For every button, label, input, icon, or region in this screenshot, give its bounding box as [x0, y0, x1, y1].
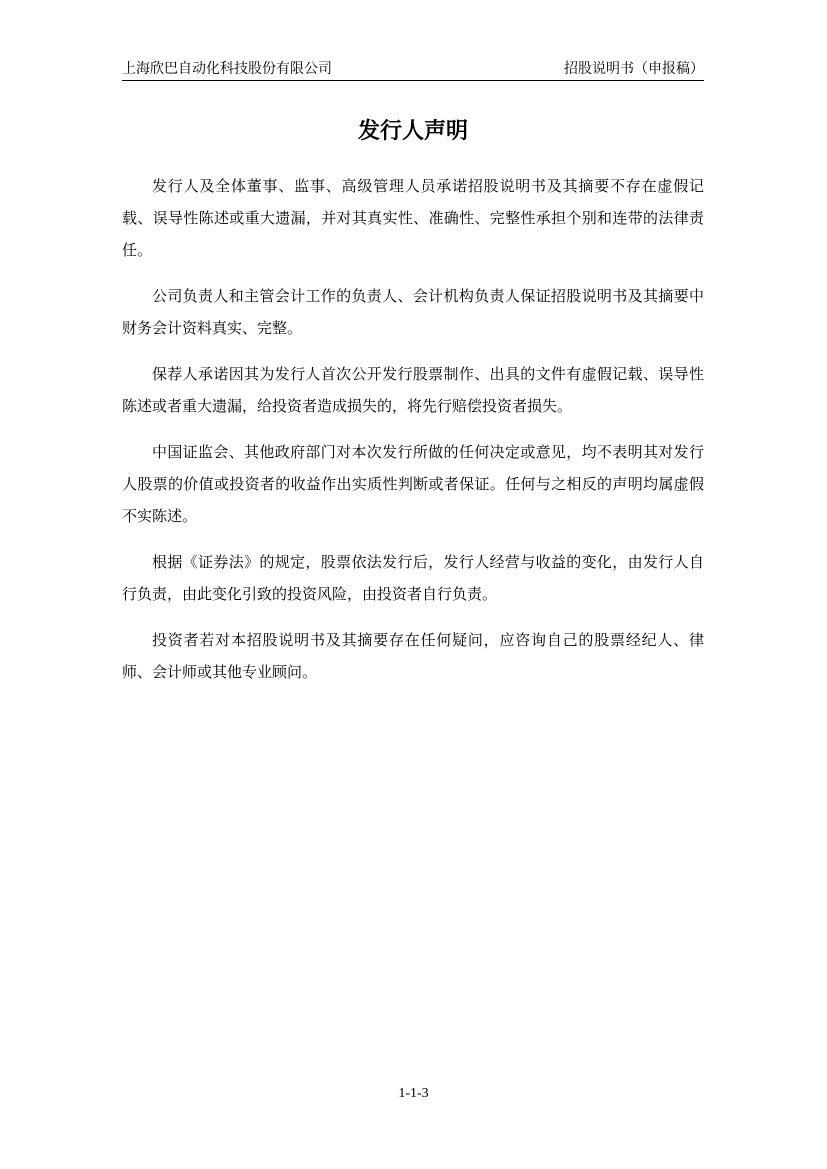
page-number: 1-1-3: [398, 1086, 429, 1101]
declaration-paragraph: 公司负责人和主管会计工作的负责人、会计机构负责人保证招股说明书及其摘要中财务会计资料真实、完整。: [122, 287, 704, 337]
page-title: 发行人声明: [357, 119, 468, 144]
header-company-name: 上海欣巴自动化科技股份有限公司: [122, 61, 332, 77]
header-document-type: 招股说明书（申报稿）: [564, 61, 704, 77]
page-header: [122, 58, 704, 81]
declaration-paragraph: 投资者若对本招股说明书及其摘要存在任何疑问，应咨询自己的股票经纪人、律师、会计师或其他专业顾问。: [122, 631, 704, 681]
declaration-paragraph: 根据《证券法》的规定，股票依法发行后，发行人经营与收益的变化，由发行人自行负责，由此变化引致的投资风险，由投资者自行负责。: [122, 553, 704, 603]
declaration-body: [122, 170, 704, 702]
declaration-paragraph: 中国证监会、其他政府部门对本次发行所做的任何决定或意见，均不表明其对发行人股票的价值或投资者的收益作出实质性判断或者保证。任何与之相反的声明均属虚假不实陈述。: [122, 443, 704, 525]
declaration-paragraph: 保荐人承诺因其为发行人首次公开发行股票制作、出具的文件有虚假记载、误导性陈述或者重大遗漏，给投资者造成损失的，将先行赔偿投资者损失。: [122, 365, 704, 415]
declaration-paragraph: 发行人及全体董事、监事、高级管理人员承诺招股说明书及其摘要不存在虚假记载、误导性陈述或重大遗漏，并对其真实性、准确性、完整性承担个别和连带的法律责任。: [122, 177, 704, 259]
